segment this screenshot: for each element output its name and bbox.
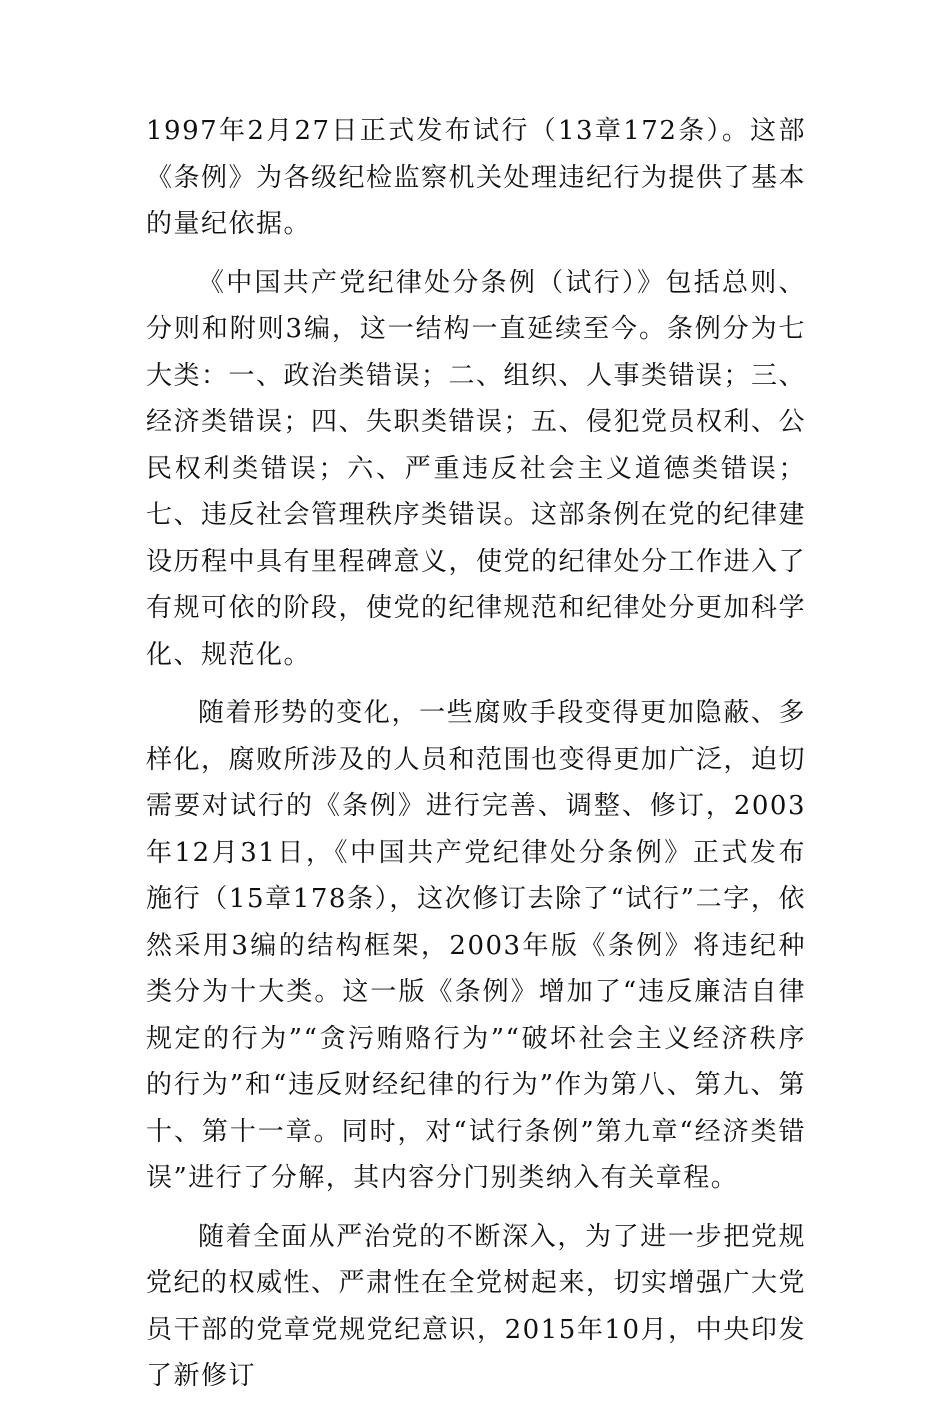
paragraph-1: 1997年2月27日正式发布试行（13章172条）。这部《条例》为各级纪检监察机关处理违纪行为提供了基本的量纪依据。 [146, 116, 807, 239]
paragraph-2: 《中国共产党纪律处分条例（试行）》包括总则、分则和附则3编，这一结构一直延续至今。条例分为七大类：一、政治类错误；二、组织、人事类错误；三、经济类错误；四、失职类错误；五、侵犯党员权利、公民权利类错误；六、严重违反社会主义道德类错误；七、违反社会管理秩序类错误。这部条例在党的纪律建设历程中具有里程碑意义，使党的纪律处分工作进入了有规可依的阶段，使党的纪律规范和纪律处分更加科学化、规范化。 [146, 267, 807, 670]
paragraph-4: 随着全面从严治党的不断深入，为了进一步把党规党纪的权威性、严肃性在全党树起来，切实增强广大党员干部的党章党规党纪意识，2015年10月，中央印发了新修订 [146, 1221, 807, 1391]
paragraph-3: 随着形势的变化，一些腐败手段变得更加隐蔽、多样化，腐败所涉及的人员和范围也变得更加广泛，迫切需要对试行的《条例》进行完善、调整、修订，2003年12月31日，《中国共产党纪律处分条例》正式发布施行（15章178条），这次修订去除了“试行”二字，依然采用3编的结构框架，2003年版《条例》将违纪种类分为十大类。这一版《条例》增加了“违反廉洁自律规定的行为”“贪污贿赂行为”“破坏社会主义经济秩序的行为”和“违反财经纪律的行为”作为第八、第九、第十、第十一章。同时，对“试行条例”第九章“经济类错误”进行了分解，其内容分门别类纳入有关章程。 [146, 698, 807, 1193]
document-page [146, 108, 806, 1412]
